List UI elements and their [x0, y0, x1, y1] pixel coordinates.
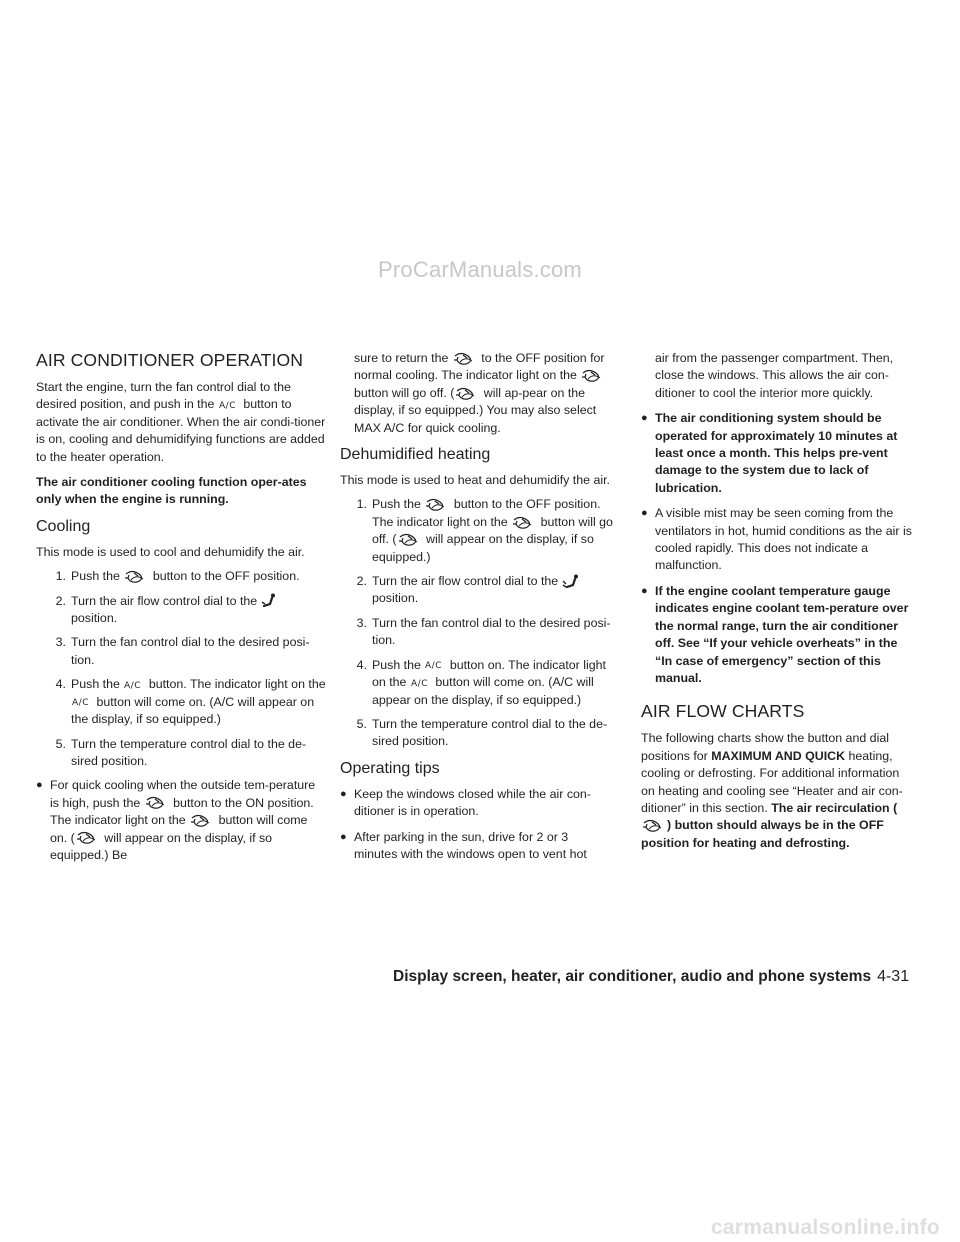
- air-recirculation-icon: [189, 814, 215, 828]
- section-title-air-flow-charts: AIR FLOW CHARTS: [641, 701, 805, 722]
- cooling-intro: This mode is used to cool and dehumidify the air.: [36, 544, 305, 559]
- air-recirculation-icon: [580, 369, 606, 383]
- subsection-title-cooling: Cooling: [36, 517, 91, 535]
- air-recirculation-icon: [397, 533, 423, 547]
- ac-button-label-icon: [71, 697, 93, 707]
- ac-operation-intro: Start the engine, turn the fan control dial to the desired position, and push in the A/C button to activate the air conditioner. When the air condi-tioner is on, cooling and dehumidifying functions are added to the heater operation.: [36, 380, 326, 464]
- svg-text:A/C: A/C: [410, 678, 428, 688]
- air-recirculation-icon: [511, 516, 537, 530]
- foot-defrost-mode-icon: [562, 574, 580, 590]
- dehumidified-heating-intro: This mode is used to heat and dehumidify the air.: [340, 473, 610, 488]
- air-recirculation-icon: [641, 819, 667, 833]
- ac-button-label-icon: [410, 678, 432, 688]
- bullet-marker: ●: [641, 584, 648, 597]
- bullet-marker: ●: [641, 412, 648, 425]
- page-number: 4-31: [877, 968, 910, 985]
- svg-text:A/C: A/C: [72, 698, 89, 708]
- watermark-carmanualsonline: carmanualsonline.info: [710, 1216, 940, 1239]
- column-1: [36, 350, 326, 872]
- maintenance-bullet: ● The air conditioning system should be operated for approximately 10 minutes at least once a month. This helps pre-vent damage to the system due to lack of lubrication.: [641, 410, 913, 497]
- mist-bullet: ● A visible mist may be seen coming from the ventilators in hot, humid conditions as the air is cooled rapidly. This does not indicate a malfunction.: [641, 505, 913, 575]
- air-recirculation-icon: [75, 831, 101, 845]
- ac-button-label-icon: [218, 400, 240, 410]
- bullet-marker: ●: [340, 787, 347, 800]
- cooling-step-4: 4. Push the A/C button. The indicator light on the A/C button will come on. (A/C will appear on the display, if so equipped.): [55, 677, 326, 727]
- engine-running-note: The air conditioner cooling function oper-ates only when the engine is running.: [36, 475, 307, 507]
- dehumidified-steps: [340, 496, 614, 750]
- cooling-steps: [36, 568, 326, 770]
- dehumidified-step-4: 4. Push the A/C button on. The indicator light on the A/C button will come on. (A/C will appear on the display, if so equipped.): [356, 657, 606, 707]
- cooling-step-1: 1. Push the button to the OFF position.: [55, 569, 300, 584]
- quick-cooling-bullet: ● For quick cooling when the outside tem-perature is high, push the button to the ON position. The indicator light on the button will come on. ( will appear on the display, if so equipped.) Be: [36, 777, 326, 864]
- svg-text:A/C: A/C: [218, 401, 236, 411]
- cooling-step-5: 5. Turn the temperature control dial to the de-sired position.: [55, 736, 307, 768]
- tip-bullet-2: ● After parking in the sun, drive for 2 or 3 minutes with the windows open to vent hot: [340, 829, 614, 864]
- tip-bullet-1: ● Keep the windows closed while the air con-ditioner is in operation.: [340, 786, 614, 821]
- section-title-air-conditioner-operation: AIR CONDITIONER OPERATION: [36, 350, 304, 370]
- foot-vent-mode-icon: [261, 593, 277, 609]
- bullet-marker: ●: [641, 507, 648, 520]
- air-recirculation-icon: [144, 796, 170, 810]
- svg-text:A/C: A/C: [124, 681, 142, 690]
- tip-bullet-2-continued: air from the passenger compartment. Then, close the windows. This allows the air con-ditioner to cool the interior more quickly.: [655, 351, 894, 400]
- cooling-step-2: 2. Turn the air flow control dial to the position.: [36, 593, 326, 628]
- page-footer: [393, 968, 909, 986]
- overheat-bullet: ● If the engine coolant temperature gauge indicates engine coolant tem-perature over the normal range, turn the air conditioner off. See “If your vehicle overheats” in the “In case of emergency” section of this manual.: [641, 583, 913, 687]
- air-flow-charts-text: The following charts show the button and dial positions for MAXIMUM AND QUICK heating, cooling or defrosting. For additional information on heating and cooling see “Heater and air con-ditioner” in this section. The air recirculation ( ) button should always be in the OFF position for heating and defrosting.: [641, 731, 903, 850]
- svg-text:A/C: A/C: [425, 661, 443, 671]
- air-recirculation-icon: [452, 352, 478, 366]
- subsection-title-operating-tips: Operating tips: [340, 759, 440, 777]
- bullet-marker: ●: [340, 830, 347, 843]
- dehumidified-step-2: 2. Turn the air flow control dial to the position.: [340, 573, 614, 608]
- air-recirculation-icon: [424, 498, 450, 512]
- dehumidified-step-3: 3. Turn the fan control dial to the desired posi-tion.: [356, 615, 611, 648]
- cooling-step-3: 3. Turn the fan control dial to the desired posi-tion.: [55, 635, 310, 667]
- bullet-marker: ●: [36, 779, 43, 792]
- ac-button-label-icon: [123, 680, 145, 690]
- watermark-procarmanuals: ProCarManuals.com: [378, 257, 582, 282]
- dehumidified-step-5: 5. Turn the temperature control dial to the de-sired position.: [356, 716, 608, 749]
- air-recirculation-icon: [123, 570, 149, 584]
- ac-button-label-icon: [424, 660, 446, 670]
- quick-cooling-continued: sure to return the to the OFF position for normal cooling. The indicator light on the button will go off. ( will ap-pear on the display, if so equipped.) You may also select MAX A/C for quick cooling.: [354, 351, 605, 435]
- column-3: [641, 350, 913, 860]
- dehumidified-step-1: 1. Push the button to the OFF position. The indicator light on the button will go off. ( will appear on the display, if so equipped.): [356, 497, 613, 564]
- column-2: [340, 350, 614, 871]
- air-recirculation-icon: [454, 387, 480, 401]
- subsection-title-dehumidified-heating: Dehumidified heating: [340, 446, 491, 464]
- footer-section-title: Display screen, heater, air conditioner, audio and phone systems: [393, 968, 872, 985]
